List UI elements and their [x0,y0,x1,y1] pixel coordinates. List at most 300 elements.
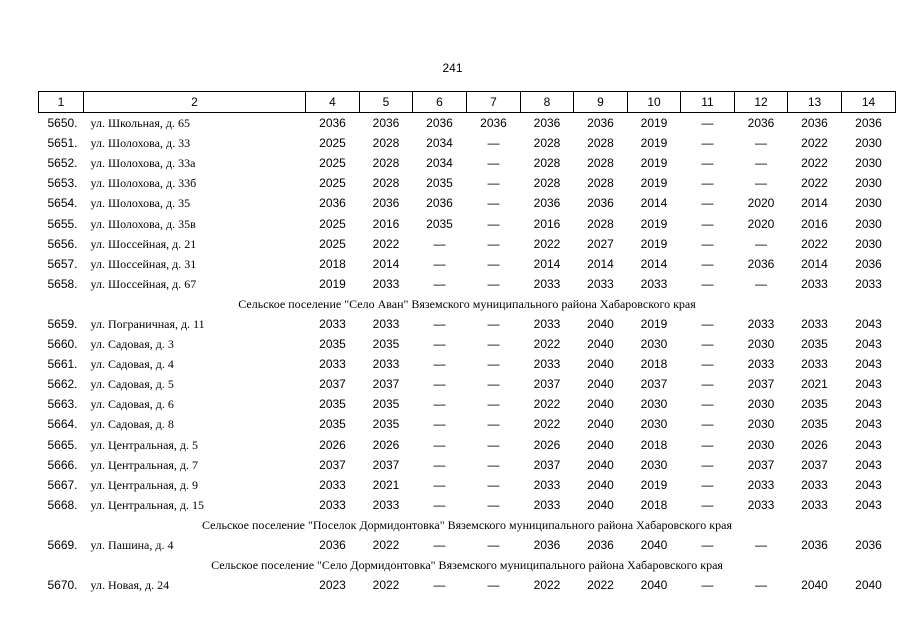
year-cell: 2033 [747,316,775,331]
year-cell: 2021 [801,377,828,392]
column-header: 8 [521,92,574,113]
year-cell: 2035 [372,337,400,352]
year-cell: 2022 [533,417,561,432]
row-number: 5655. [47,216,78,231]
year-cell: 2030 [747,437,775,452]
year-cell: — [701,417,714,432]
row-number: 5670. [47,578,78,593]
year-cell: 2040 [640,538,668,553]
year-cell: 2014 [640,256,668,271]
table-row [39,113,896,134]
year-cell: 2019 [640,116,668,131]
row-number: 5661. [47,357,78,372]
year-cell: 2037 [372,377,400,392]
year-cell: 2019 [640,176,668,191]
year-cell: 2030 [747,397,775,412]
column-header: 1 [39,92,84,113]
year-cell: 2033 [533,477,561,492]
year-cell: 2037 [801,457,828,472]
year-cell: 2030 [855,136,882,151]
row-number: 5666. [47,457,78,472]
year-cell: 2040 [587,457,614,472]
year-cell: — [755,276,767,291]
year-cell: 2034 [426,156,453,171]
year-cell: 2022 [533,397,561,412]
table-row [39,354,896,374]
year-cell: — [487,236,500,251]
year-cell: 2037 [640,377,668,392]
column-header: 11 [681,92,735,113]
year-cell: — [701,276,714,291]
year-cell: 2026 [533,437,561,452]
year-cell: 2026 [319,437,346,452]
year-cell: — [487,417,500,432]
year-cell: 2040 [640,578,668,593]
table-header [39,92,896,113]
year-cell: 2033 [372,316,400,331]
year-cell: 2019 [640,136,668,151]
year-cell: 2014 [801,256,828,271]
year-cell: 2040 [587,477,614,492]
address-cell: ул. Шолохова, д. 33 [90,136,191,151]
year-cell: 2037 [747,377,775,392]
row-number: 5651. [47,136,78,151]
year-cell: — [701,216,714,231]
year-cell: 2034 [426,136,453,151]
address-cell: ул. Шоссейная, д. 67 [90,276,197,291]
column-header: 12 [735,92,788,113]
year-cell: 2018 [319,256,346,271]
year-cell: 2019 [640,477,668,492]
year-cell: 2037 [533,457,561,472]
row-number: 5654. [47,196,78,211]
year-cell: 2028 [587,216,614,231]
table-row [39,133,896,153]
year-cell: — [487,276,500,291]
year-cell: 2035 [801,417,828,432]
row-number: 5662. [47,377,78,392]
year-cell: 2035 [319,397,346,412]
year-cell: 2019 [640,156,668,171]
year-cell: 2036 [372,116,400,131]
table-row [39,254,896,274]
year-cell: 2025 [319,236,346,251]
year-cell: — [433,437,446,452]
year-cell: 2043 [855,477,882,492]
year-cell: 2030 [640,457,668,472]
year-cell: 2025 [319,176,346,191]
year-cell: 2028 [533,156,561,171]
year-cell: 2033 [372,357,400,372]
table-row [39,394,896,414]
address-cell: ул. Центральная, д. 5 [90,437,199,452]
year-cell: — [755,136,767,151]
year-cell: 2022 [801,156,828,171]
year-cell: 2022 [372,578,400,593]
year-cell: 2033 [372,497,400,512]
table-row [39,153,896,173]
address-cell: ул. Садовая, д. 3 [90,337,174,352]
year-cell: — [487,497,500,512]
column-header: 13 [788,92,842,113]
year-cell: — [433,538,446,553]
page-number: 241 [442,61,463,75]
year-cell: 2014 [587,256,614,271]
year-cell: 2022 [587,578,614,593]
year-cell: 2019 [640,216,668,231]
year-cell: 2019 [640,236,668,251]
year-cell: — [433,337,446,352]
address-cell: ул. Шоссейная, д. 21 [90,236,197,251]
year-cell: 2033 [801,497,828,512]
year-cell: 2033 [801,276,828,291]
year-cell: 2030 [747,417,775,432]
year-cell: — [487,176,500,191]
header-row [39,92,896,113]
year-cell: 2033 [319,477,346,492]
year-cell: — [701,397,714,412]
year-cell: 2036 [587,196,614,211]
year-cell: 2014 [801,196,828,211]
year-cell: — [487,337,500,352]
year-cell: 2043 [855,357,882,372]
row-number: 5669. [47,538,78,553]
table-row [39,414,896,434]
year-cell: — [701,256,714,271]
year-cell: 2035 [319,417,346,432]
year-cell: 2040 [587,377,614,392]
year-cell: 2014 [372,256,400,271]
year-cell: 2014 [640,196,668,211]
year-cell: — [487,437,500,452]
year-cell: 2037 [319,457,346,472]
year-cell: — [755,156,767,171]
year-cell: 2033 [319,357,346,372]
year-cell: — [487,256,500,271]
year-cell: 2040 [587,337,614,352]
row-number: 5660. [47,337,78,352]
year-cell: 2028 [372,136,400,151]
table-row [39,575,896,595]
year-cell: 2033 [533,316,561,331]
section-title: Сельское поселение "Село Аван" Вяземского муниципального района Хабаровского края [238,296,696,311]
section-header-row [39,555,896,575]
section-header-row [39,294,896,314]
year-cell: 2036 [855,538,882,553]
row-number: 5663. [47,397,78,412]
year-cell: 2035 [319,337,346,352]
row-number: 5650. [47,116,78,131]
year-cell: 2036 [426,116,453,131]
table-row [39,495,896,515]
table-row [39,173,896,193]
year-cell: — [433,236,446,251]
year-cell: 2030 [747,337,775,352]
year-cell: 2035 [426,176,453,191]
row-number: 5664. [47,417,78,432]
year-cell: — [433,397,446,412]
year-cell: 2040 [587,316,614,331]
year-cell: 2036 [801,116,828,131]
row-number: 5657. [47,256,78,271]
year-cell: 2043 [855,497,882,512]
year-cell: — [701,116,714,131]
year-cell: — [701,578,714,593]
year-cell: — [755,578,767,593]
year-cell: 2036 [587,116,614,131]
year-cell: 2016 [801,216,828,231]
year-cell: 2033 [801,477,828,492]
year-cell: 2035 [801,337,828,352]
year-cell: 2033 [372,276,400,291]
year-cell: 2033 [801,357,828,372]
year-cell: — [433,457,446,472]
schedule-table [38,91,896,595]
address-cell: ул. Шоссейная, д. 31 [90,256,197,271]
address-cell: ул. Центральная, д. 15 [90,497,205,512]
year-cell: 2043 [855,337,882,352]
address-cell: ул. Садовая, д. 4 [90,357,174,372]
year-cell: 2018 [640,497,668,512]
year-cell: 2023 [319,578,346,593]
section-header-row [39,515,896,535]
year-cell: 2036 [319,196,346,211]
year-cell: 2040 [587,497,614,512]
year-cell: — [487,377,500,392]
year-cell: — [487,397,500,412]
year-cell: 2016 [372,216,400,231]
column-header: 10 [628,92,681,113]
year-cell: 2036 [747,256,775,271]
year-cell: 2043 [855,316,882,331]
year-cell: — [487,538,500,553]
year-cell: — [701,357,714,372]
section-title: Сельское поселение "Село Дормидонтовка" Вяземского муниципального района Хабаровского края [211,558,723,573]
year-cell: — [487,136,500,151]
year-cell: 2022 [533,236,561,251]
year-cell: 2022 [533,337,561,352]
year-cell: — [701,497,714,512]
year-cell: 2037 [533,377,561,392]
year-cell: 2030 [855,216,882,231]
table-row [39,374,896,394]
year-cell: 2028 [533,136,561,151]
year-cell: — [433,578,446,593]
year-cell: 2036 [533,196,561,211]
year-cell: 2036 [533,116,561,131]
row-number: 5665. [47,437,78,452]
year-cell: 2036 [319,116,346,131]
table-row [39,334,896,354]
year-cell: 2033 [855,276,882,291]
year-cell: — [433,357,446,372]
year-cell: 2025 [319,216,346,231]
year-cell: — [433,316,446,331]
row-number: 5653. [47,176,78,191]
address-cell: ул. Пашина, д. 4 [90,538,174,553]
year-cell: — [701,316,714,331]
year-cell: 2026 [372,437,400,452]
year-cell: 2016 [533,216,561,231]
year-cell: 2030 [855,176,882,191]
year-cell: 2040 [855,578,882,593]
year-cell: — [433,377,446,392]
address-cell: ул. Шолохова, д. 35в [90,216,196,231]
year-cell: 2037 [747,457,775,472]
year-cell: 2014 [533,256,561,271]
year-cell: 2043 [855,397,882,412]
table-row [39,274,896,294]
year-cell: 2020 [747,196,775,211]
row-number: 5658. [47,276,78,291]
column-header: 2 [84,92,306,113]
table-row [39,314,896,334]
year-cell: 2022 [372,538,400,553]
year-cell: 2019 [319,276,346,291]
year-cell: 2030 [855,196,882,211]
address-cell: ул. Садовая, д. 6 [90,397,174,412]
year-cell: 2033 [587,276,614,291]
year-cell: 2036 [855,116,882,131]
year-cell: 2043 [855,417,882,432]
year-cell: 2018 [640,437,668,452]
table-body [39,113,896,596]
year-cell: 2040 [587,397,614,412]
address-cell: ул. Пограничная, д. 11 [90,316,205,331]
year-cell: 2033 [801,316,828,331]
column-header: 4 [306,92,360,113]
table-row [39,475,896,495]
year-cell: 2028 [587,176,614,191]
year-cell: 2036 [426,196,453,211]
year-cell: — [755,538,767,553]
year-cell: — [487,457,500,472]
year-cell: — [487,156,500,171]
year-cell: 2033 [640,276,668,291]
year-cell: — [433,497,446,512]
year-cell: — [433,276,446,291]
year-cell: — [433,477,446,492]
address-cell: ул. Центральная, д. 9 [90,477,199,492]
year-cell: 2040 [587,417,614,432]
year-cell: 2028 [372,156,400,171]
table-row [39,234,896,254]
year-cell: 2025 [319,136,346,151]
year-cell: 2036 [372,196,400,211]
year-cell: — [487,216,500,231]
column-header: 6 [413,92,467,113]
year-cell: 2043 [855,377,882,392]
year-cell: — [433,417,446,432]
year-cell: 2028 [587,156,614,171]
row-number: 5667. [47,477,78,492]
address-cell: ул. Новая, д. 24 [90,578,170,593]
year-cell: 2022 [801,136,828,151]
year-cell: — [433,256,446,271]
year-cell: 2035 [426,216,453,231]
table-row [39,455,896,475]
year-cell: 2021 [372,477,400,492]
year-cell: 2027 [587,236,614,251]
year-cell: — [755,236,767,251]
year-cell: — [487,316,500,331]
year-cell: 2033 [533,357,561,372]
column-header: 7 [467,92,521,113]
year-cell: 2019 [640,316,668,331]
year-cell: 2022 [372,236,400,251]
year-cell: 2030 [640,397,668,412]
year-cell: 2036 [319,538,346,553]
address-cell: ул. Шолохова, д. 33а [90,156,196,171]
year-cell: 2033 [319,497,346,512]
year-cell: 2022 [801,236,828,251]
year-cell: 2022 [801,176,828,191]
address-cell: ул. Школьная, д. 65 [90,116,190,131]
year-cell: — [701,136,714,151]
year-cell: — [701,538,714,553]
year-cell: — [701,437,714,452]
year-cell: — [701,236,714,251]
column-header: 14 [842,92,896,113]
year-cell: 2033 [747,357,775,372]
row-number: 5652. [47,156,78,171]
year-cell: 2030 [855,156,882,171]
year-cell: 2022 [533,578,561,593]
year-cell: 2040 [587,437,614,452]
year-cell: 2028 [372,176,400,191]
column-header: 5 [360,92,413,113]
year-cell: 2030 [640,337,668,352]
year-cell: — [487,357,500,372]
address-cell: ул. Шолохова, д. 35 [90,196,191,211]
year-cell: — [701,337,714,352]
year-cell: 2036 [533,538,561,553]
year-cell: — [701,156,714,171]
year-cell: 2040 [587,357,614,372]
year-cell: — [701,377,714,392]
table-row [39,435,896,455]
section-title: Сельское поселение "Поселок Дормидонтовка" Вяземского муниципального района Хабаровского края [202,517,732,532]
address-cell: ул. Шолохова, д. 33б [90,176,197,191]
year-cell: 2035 [372,397,400,412]
year-cell: 2036 [747,116,775,131]
year-cell: 2035 [372,417,400,432]
year-cell: — [701,457,714,472]
year-cell: — [701,196,714,211]
year-cell: 2037 [372,457,400,472]
address-cell: ул. Центральная, д. 7 [90,457,199,472]
year-cell: 2026 [801,437,828,452]
year-cell: 2030 [640,417,668,432]
year-cell: 2033 [533,497,561,512]
year-cell: 2040 [801,578,828,593]
year-cell: 2033 [747,497,775,512]
year-cell: 2037 [319,377,346,392]
year-cell: — [755,176,767,191]
year-cell: 2036 [855,256,882,271]
year-cell: — [487,477,500,492]
address-cell: ул. Садовая, д. 8 [90,417,174,432]
address-cell: ул. Садовая, д. 5 [90,377,174,392]
row-number: 5668. [47,497,78,512]
year-cell: 2036 [801,538,828,553]
year-cell: 2036 [587,538,614,553]
table-row [39,535,896,555]
year-cell: 2020 [747,216,775,231]
year-cell: 2018 [640,357,668,372]
year-cell: 2043 [855,437,882,452]
year-cell: 2025 [319,156,346,171]
